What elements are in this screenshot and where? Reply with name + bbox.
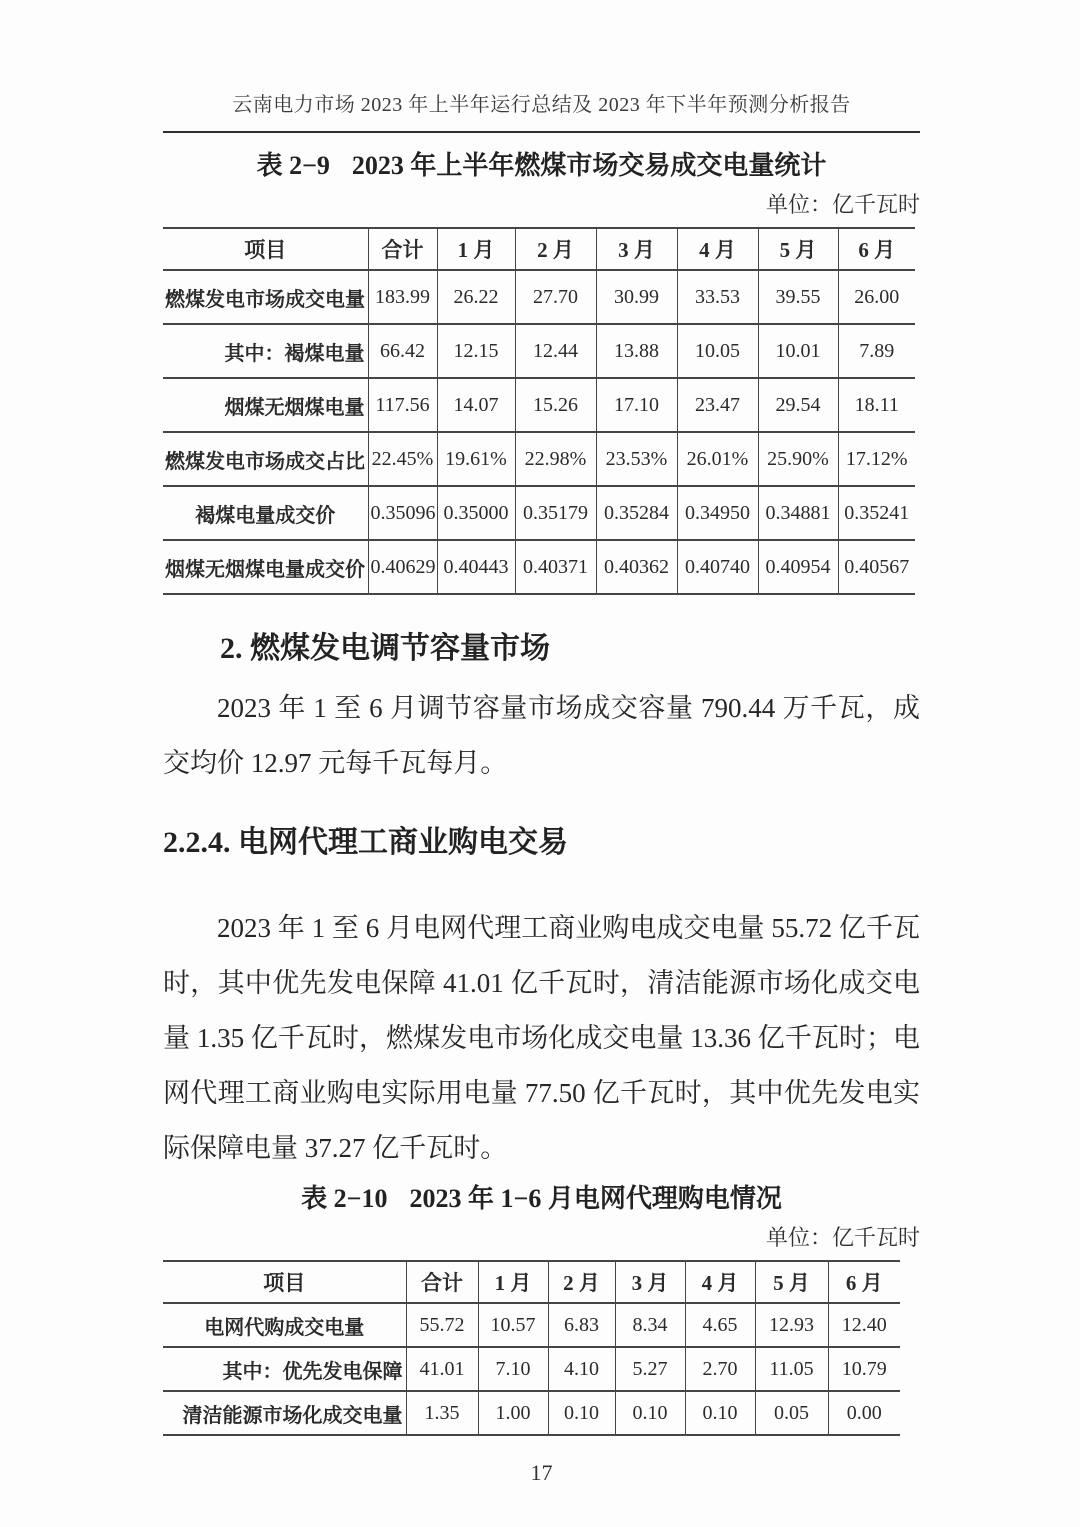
column-header: 4 月 <box>677 228 758 270</box>
table-cell: 10.01 <box>758 324 838 378</box>
column-header: 5 月 <box>758 228 838 270</box>
row-label: 燃煤发电市场成交占比 <box>163 432 368 486</box>
table-row <box>163 1391 900 1435</box>
paragraph-grid-agent: 2023 年 1 至 6 月电网代理工商业购电成交电量 55.72 亿千瓦时，其中优先发电保障 41.01 亿千瓦时，清洁能源市场化成交电量 1.35 亿千瓦时，燃煤发电市场化成交电量 13.36 亿千瓦时；电网代理工商业购电实际用电量 77.50 亿千瓦时，其中优先发电实际保障电量 37.27 亿千瓦时。 <box>163 913 920 1163</box>
table1-caption-title: 2023 年上半年燃煤市场交易成交电量统计 <box>351 151 827 180</box>
row-label: 烟煤无烟煤电量 <box>163 378 368 432</box>
table-cell: 0.40371 <box>515 540 596 594</box>
table-cell: 0.40567 <box>838 540 915 594</box>
table-row <box>163 486 915 540</box>
table-cell: 7.89 <box>838 324 915 378</box>
column-header: 3 月 <box>596 228 677 270</box>
table1-caption <box>163 145 920 182</box>
section-heading-coal-capacity: 2. 燃煤发电调节容量市场 <box>220 632 550 665</box>
table-cell: 0.35241 <box>838 486 915 540</box>
table-cell: 17.12% <box>838 432 915 486</box>
table-cell: 0.35284 <box>596 486 677 540</box>
column-header: 项目 <box>163 1261 406 1303</box>
table-cell: 2.70 <box>685 1347 755 1391</box>
table-cell: 6.83 <box>548 1303 615 1347</box>
table-cell: 0.40629 <box>368 540 437 594</box>
table-cell: 10.79 <box>828 1347 900 1391</box>
table-cell: 0.10 <box>548 1391 615 1435</box>
column-header: 1 月 <box>437 228 515 270</box>
table-cell: 12.44 <box>515 324 596 378</box>
table-row <box>163 270 915 324</box>
table-cell: 33.53 <box>677 270 758 324</box>
table-cell: 12.40 <box>828 1303 900 1347</box>
table-cell: 0.40362 <box>596 540 677 594</box>
column-header: 合计 <box>368 228 437 270</box>
table-cell: 10.57 <box>478 1303 548 1347</box>
column-header: 合计 <box>406 1261 478 1303</box>
table-cell: 183.99 <box>368 270 437 324</box>
table-cell: 23.47 <box>677 378 758 432</box>
column-header: 6 月 <box>828 1261 900 1303</box>
section-heading-grid-agent: 2.2.4. 电网代理工商业购电交易 <box>163 826 568 859</box>
table-row <box>163 432 915 486</box>
table1-caption-number: 表 2−9 <box>256 151 330 180</box>
table-header-row <box>163 1261 900 1303</box>
table-cell: 12.15 <box>437 324 515 378</box>
row-label: 其中：褐煤电量 <box>163 324 368 378</box>
table-cell: 41.01 <box>406 1347 478 1391</box>
table-cell: 10.05 <box>677 324 758 378</box>
table-cell: 4.65 <box>685 1303 755 1347</box>
table-cell: 19.61% <box>437 432 515 486</box>
table2-caption <box>163 1178 920 1215</box>
table-cell: 1.35 <box>406 1391 478 1435</box>
table-cell: 29.54 <box>758 378 838 432</box>
row-label: 燃煤发电市场成交电量 <box>163 270 368 324</box>
table-cell: 22.98% <box>515 432 596 486</box>
table-cell: 23.53% <box>596 432 677 486</box>
table-cell: 13.88 <box>596 324 677 378</box>
table-cell: 39.55 <box>758 270 838 324</box>
table-cell: 30.99 <box>596 270 677 324</box>
row-label: 烟煤无烟煤电量成交价 <box>163 540 368 594</box>
column-header: 1 月 <box>478 1261 548 1303</box>
table-cell: 0.00 <box>828 1391 900 1435</box>
column-header: 2 月 <box>515 228 596 270</box>
table-cell: 0.35179 <box>515 486 596 540</box>
table-cell: 11.05 <box>755 1347 828 1391</box>
table-cell: 0.10 <box>615 1391 685 1435</box>
row-label: 电网代购成交电量 <box>163 1303 406 1347</box>
table-cell: 117.56 <box>368 378 437 432</box>
column-header: 5 月 <box>755 1261 828 1303</box>
table-cell: 0.40443 <box>437 540 515 594</box>
table-cell: 26.01% <box>677 432 758 486</box>
table-cell: 26.00 <box>838 270 915 324</box>
table-cell: 27.70 <box>515 270 596 324</box>
table-row <box>163 1347 900 1391</box>
table-cell: 15.26 <box>515 378 596 432</box>
table-grid-agent-purchase <box>163 1260 900 1436</box>
table-cell: 0.10 <box>685 1391 755 1435</box>
table-cell: 0.34881 <box>758 486 838 540</box>
table-cell: 18.11 <box>838 378 915 432</box>
table-row <box>163 324 915 378</box>
table2-caption-title: 2023 年 1−6 月电网代理购电情况 <box>409 1184 782 1213</box>
table-cell: 12.93 <box>755 1303 828 1347</box>
table-cell: 8.34 <box>615 1303 685 1347</box>
table-cell: 0.40740 <box>677 540 758 594</box>
table-cell: 14.07 <box>437 378 515 432</box>
table-cell: 4.10 <box>548 1347 615 1391</box>
row-label: 清洁能源市场化成交电量 <box>163 1391 406 1435</box>
document-header-title: 云南电力市场 2023 年上半年运行总结及 2023 年下半年预测分析报告 <box>232 94 851 116</box>
row-label: 褐煤电量成交价 <box>163 486 368 540</box>
column-header: 6 月 <box>838 228 915 270</box>
column-header: 4 月 <box>685 1261 755 1303</box>
table-cell: 55.72 <box>406 1303 478 1347</box>
table2-caption-number: 表 2−10 <box>301 1184 388 1213</box>
table-cell: 17.10 <box>596 378 677 432</box>
paragraph-coal-capacity: 2023 年 1 至 6 月调节容量市场成交容量 790.44 万千瓦，成交均价 12.97 元每千瓦每月。 <box>163 693 920 778</box>
table-cell: 7.10 <box>478 1347 548 1391</box>
table-cell: 1.00 <box>478 1391 548 1435</box>
table1-unit-label: 单位：亿千瓦时 <box>765 192 920 217</box>
column-header: 3 月 <box>615 1261 685 1303</box>
column-header: 项目 <box>163 228 368 270</box>
table-cell: 0.40954 <box>758 540 838 594</box>
table-header-row <box>163 228 915 270</box>
column-header: 2 月 <box>548 1261 615 1303</box>
table-cell: 22.45% <box>368 432 437 486</box>
table-coal-market-volume <box>163 227 915 595</box>
table-cell: 0.35000 <box>437 486 515 540</box>
table-row <box>163 1303 900 1347</box>
page-number: 17 <box>530 1460 553 1485</box>
table-cell: 25.90% <box>758 432 838 486</box>
table-cell: 5.27 <box>615 1347 685 1391</box>
header-divider <box>163 131 920 133</box>
table-cell: 0.35096 <box>368 486 437 540</box>
table-row <box>163 378 915 432</box>
table2-unit-label: 单位：亿千瓦时 <box>765 1225 920 1250</box>
table-cell: 26.22 <box>437 270 515 324</box>
table-cell: 0.34950 <box>677 486 758 540</box>
table-cell: 66.42 <box>368 324 437 378</box>
row-label: 其中：优先发电保障 <box>163 1347 406 1391</box>
table-row <box>163 540 915 594</box>
table-cell: 0.05 <box>755 1391 828 1435</box>
